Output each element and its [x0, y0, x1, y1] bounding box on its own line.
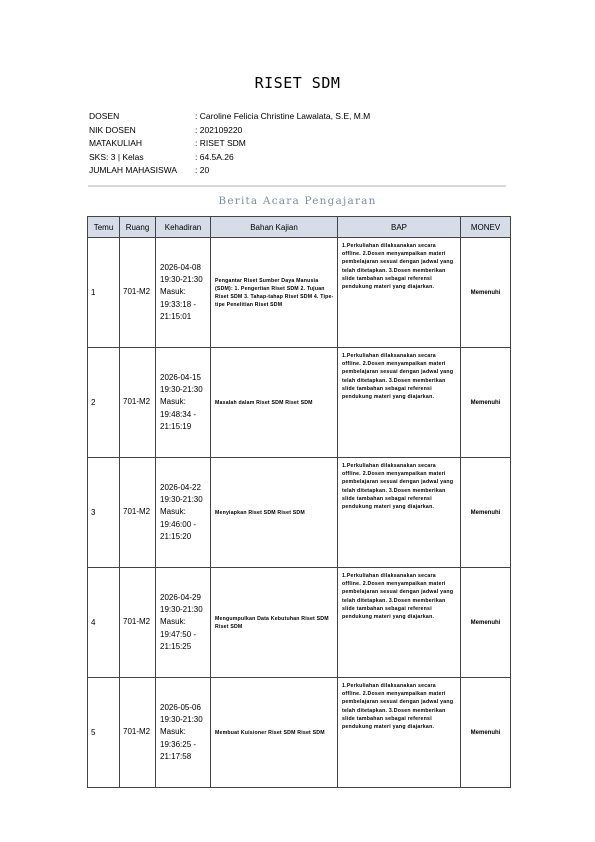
cell-ruang: 701-M2	[120, 238, 156, 348]
cell-ruang: 701-M2	[120, 348, 156, 458]
bap-table	[87, 216, 511, 788]
info-label: MATAKULIAH	[89, 138, 143, 149]
course-info	[89, 110, 370, 178]
cell-ruang: 701-M2	[120, 678, 156, 788]
info-row-sks-kelas	[89, 151, 370, 165]
cell-kehadiran: 2026-04-22 19:30-21:30 Masuk: 19:46:00 - 21:15:20	[156, 458, 211, 568]
cell-kehadiran: 2026-04-08 19:30-21:30 Masuk: 19:33:18 - 21:15:01	[156, 238, 211, 348]
cell-ruang: 701-M2	[120, 568, 156, 678]
header-monev: MONEV	[461, 217, 511, 238]
info-row-dosen	[89, 110, 370, 124]
cell-bap	[338, 678, 461, 788]
cell-kehadiran: 2026-04-15 19:30-21:30 Masuk: 19:48:34 - 21:15:19	[156, 348, 211, 458]
cell-temu: 5	[88, 678, 120, 788]
cell-bap	[338, 238, 461, 348]
info-label: NIK DOSEN	[89, 124, 136, 135]
info-value: : 202109220	[195, 124, 243, 135]
info-row-nik	[89, 124, 370, 138]
cell-kehadiran: 2026-05-06 19:30-21:30 Masuk: 19:36:25 - 21:17:58	[156, 678, 211, 788]
cell-bahan-kajian: Membuat Kuisioner Riset SDM Riset SDM	[211, 678, 338, 788]
bap-text: 1.Perkuliahan dilaksanakan secara offline. 2.Dosen menyampaikan materi pembelajaran sesuai dengan jadwal yang telah ditetapkan. 3.Dosen memberikan slide tambahan sebagai referensi pendukung materi yang diajarkan.	[342, 353, 454, 401]
cell-temu: 4	[88, 568, 120, 678]
info-row-jumlah	[89, 164, 370, 178]
bap-text: 1.Perkuliahan dilaksanakan secara offline. 2.Dosen menyampaikan materi pembelajaran sesuai dengan jadwal yang telah ditetapkan. 3.Dosen memberikan slide tambahan sebagai referensi pendukung materi yang diajarkan.	[342, 683, 454, 731]
cell-monev: Memenuhi	[461, 568, 511, 678]
cell-ruang: 701-M2	[120, 458, 156, 568]
info-value: : 20	[195, 165, 210, 176]
bap-text: 1.Perkuliahan dilaksanakan secara offline. 2.Dosen menyampaikan materi pembelajaran sesuai dengan jadwal yang telah ditetapkan. 3.Dosen memberikan slide tambahan sebagai referensi pendukung materi yang diajarkan.	[342, 573, 454, 621]
header-temu: Temu	[88, 217, 120, 238]
cell-bahan-kajian: Menyiapkan Riset SDM Riset SDM	[211, 458, 338, 568]
cell-bahan-kajian: Mengumpulkan Data Kebutuhan Riset SDM Riset SDM	[211, 568, 338, 678]
cell-bap	[338, 348, 461, 458]
bap-text: 1.Perkuliahan dilaksanakan secara offline. 2.Dosen menyampaikan materi pembelajaran sesuai dengan jadwal yang telah ditetapkan. 3.Dosen memberikan slide tambahan sebagai referensi pendukung materi yang diajarkan.	[342, 463, 454, 511]
header-bap: BAP	[338, 217, 461, 238]
header-kehadiran: Kehadiran	[156, 217, 211, 238]
info-value: : 64.5A.26	[195, 151, 234, 162]
info-label: JUMLAH MAHASISWA	[89, 165, 178, 176]
cell-monev: Memenuhi	[461, 458, 511, 568]
table-header-row	[88, 217, 511, 238]
table-row	[88, 568, 511, 678]
table-row	[88, 458, 511, 568]
cell-bahan-kajian: Masalah dalam Riset SDM Riset SDM	[211, 348, 338, 458]
cell-kehadiran: 2026-04-29 19:30-21:30 Masuk: 19:47:50 - 21:15:25	[156, 568, 211, 678]
table-row	[88, 348, 511, 458]
cell-bap	[338, 458, 461, 568]
page-title: RISET SDM	[254, 74, 341, 92]
divider	[88, 185, 506, 187]
header-ruang: Ruang	[120, 217, 156, 238]
bap-text: 1.Perkuliahan dilaksanakan secara offline. 2.Dosen menyampaikan materi pembelajaran sesuai dengan jadwal yang telah ditetapkan. 3.Dosen memberikan slide tambahan sebagai referensi pendukung materi yang diajarkan.	[342, 243, 454, 291]
cell-monev: Memenuhi	[461, 238, 511, 348]
info-label: SKS: 3 | Kelas	[89, 151, 144, 162]
cell-bahan-kajian: Pengantar Riset Sumber Daya Manusia (SDM): 1. Pengertian Riset SDM 2. Tujuan Riset SDM 3. Tahap-tahap Riset SDM 4. Tipe-tipe Penelitian Riset SDM	[211, 238, 338, 348]
cell-bap	[338, 568, 461, 678]
info-value: : Caroline Felicia Christine Lawalata, S.E, M.M	[195, 111, 371, 121]
info-row-matakuliah	[89, 137, 370, 151]
table-row	[88, 238, 511, 348]
section-title: Berita Acara Pengajaran	[218, 195, 377, 207]
cell-temu: 3	[88, 458, 120, 568]
cell-monev: Memenuhi	[461, 678, 511, 788]
cell-monev: Memenuhi	[461, 348, 511, 458]
info-label: DOSEN	[89, 111, 120, 121]
cell-temu: 1	[88, 238, 120, 348]
info-value: : RISET SDM	[195, 138, 246, 149]
table-row	[88, 678, 511, 788]
cell-temu: 2	[88, 348, 120, 458]
header-bahan-kajian: Bahan Kajian	[211, 217, 338, 238]
